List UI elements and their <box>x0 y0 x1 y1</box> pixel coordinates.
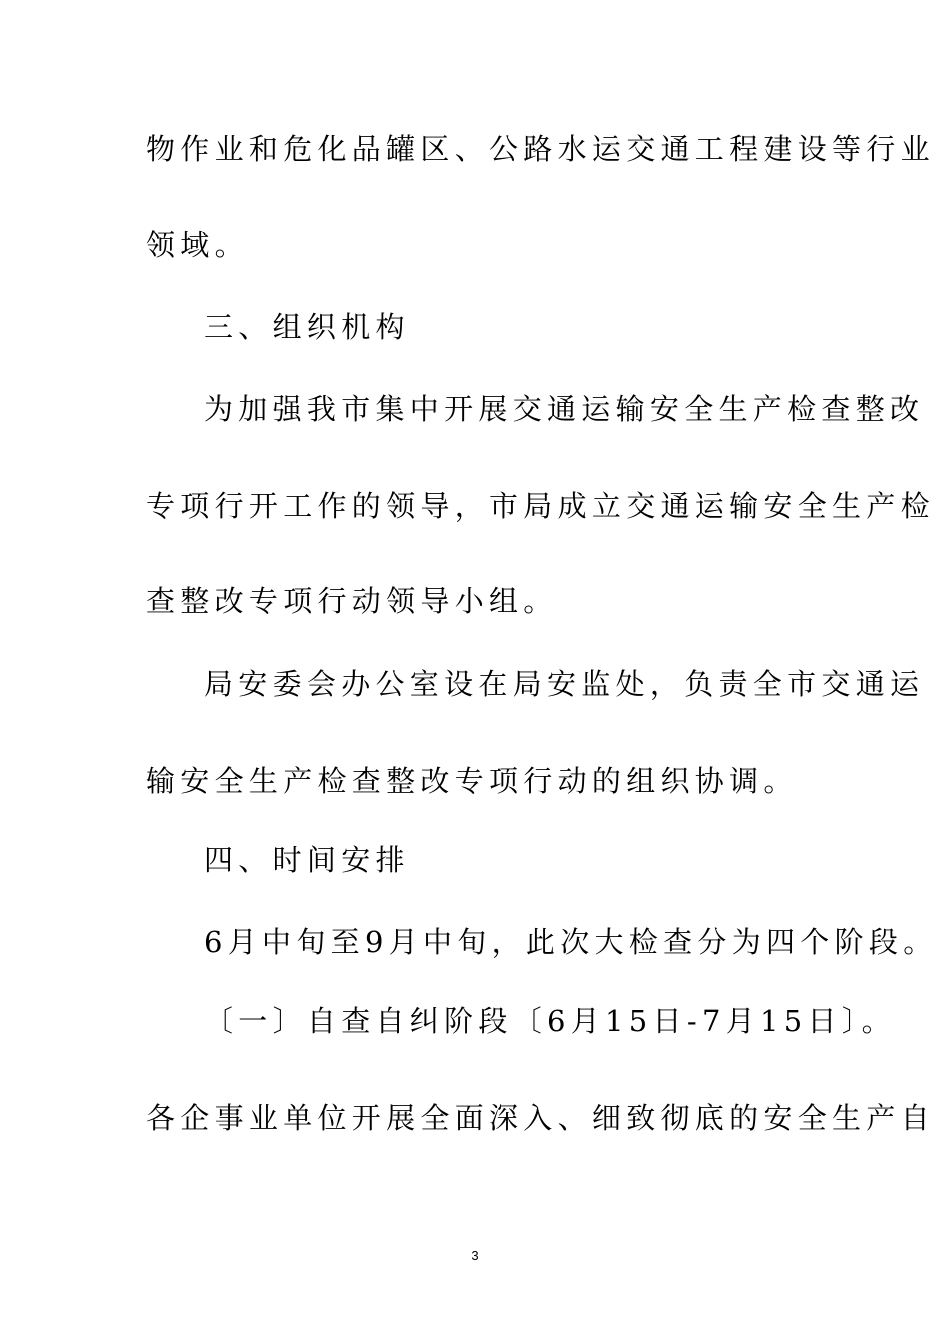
body-text-line: 为加强我市集中开展交通运输安全生产检查整改 <box>204 392 925 426</box>
body-text-line: 输安全生产检查整改专项行动的组织协调。 <box>146 764 798 798</box>
section-heading: 三、组织机构 <box>204 310 410 344</box>
body-text-line: 领域。 <box>146 228 249 262</box>
body-text-line: 查整改专项行动领导小组。 <box>146 584 558 618</box>
body-text-line: 局安委会办公室设在局安监处，负责全市交通运 <box>204 667 925 701</box>
body-text-line: 6月中旬至9月中旬，此次大检查分为四个阶段。 <box>204 925 938 959</box>
body-text-line: 专项行开工作的领导，市局成立交通运输安全生产检 <box>146 489 935 523</box>
body-text-line: 各企事业单位开展全面深入、细致彻底的安全生产自 <box>146 1101 935 1135</box>
page-number: 3 <box>471 1248 479 1263</box>
body-text-line: 〔一〕自查自纠阶段〔6月15日-7月15日〕。 <box>204 1004 896 1038</box>
body-text-line: 物作业和危化品罐区、公路水运交通工程建设等行业 <box>146 132 935 166</box>
section-heading: 四、时间安排 <box>204 843 410 877</box>
